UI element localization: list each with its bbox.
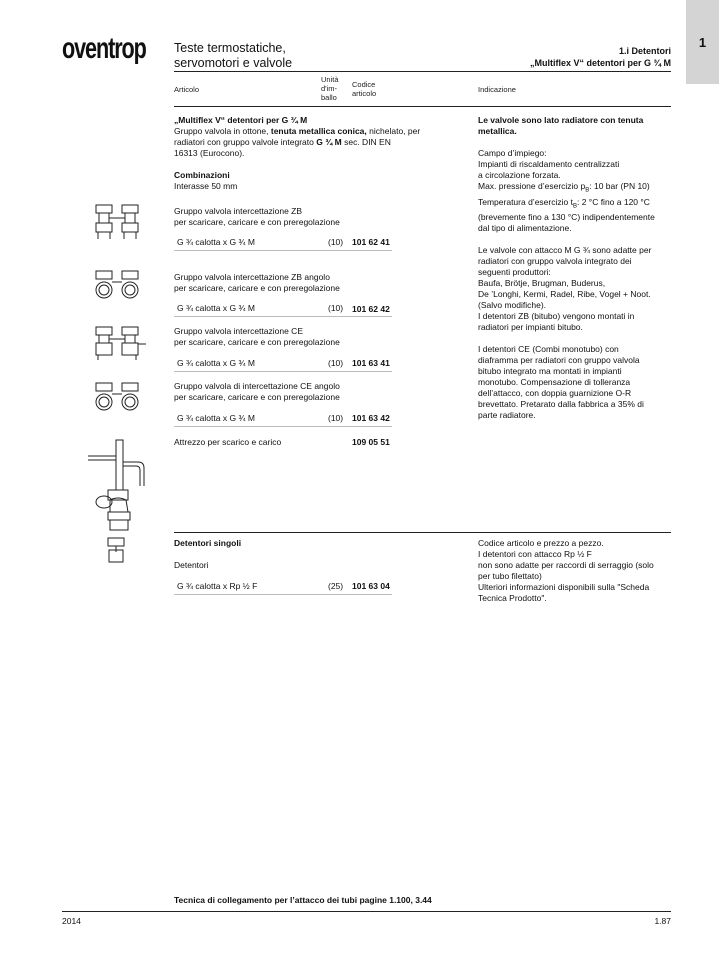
tool-code: 109 05 51 (352, 437, 390, 447)
page-title: Teste termostatiche, servomotori e valvole (174, 41, 293, 70)
col-indicazione: Indicazione (478, 85, 516, 94)
product-2-unit: (10) (328, 303, 344, 313)
product-4-code: 101 63 42 (352, 413, 390, 423)
brand-logo: oventrop (62, 32, 146, 65)
tool-label: Attrezzo per scarico e carico (174, 437, 282, 447)
section-title: 1.i Detentori „Multiflex V“ detentori per G ¾ M (529, 46, 671, 68)
product-3-desc: Gruppo valvola intercettazione CE per scaricare, caricare e con preregolazione (174, 326, 340, 347)
connection-note: Tecnica di collegamento per l’attacco dei tubi pagine 1.100, 3.44 (174, 895, 432, 905)
product-3-unit: (10) (328, 358, 344, 368)
chapter-number: 1 (698, 35, 707, 50)
footer-rule (62, 911, 671, 912)
product-2-variant: G ¾ calotta x G ¾ M (177, 303, 255, 313)
row-divider (174, 594, 392, 595)
single-sub: Detentori (174, 560, 209, 570)
page-number: 1.87 (654, 916, 671, 926)
ce-angle-valve-drawing (92, 380, 144, 416)
product-3-code: 101 63 41 (352, 358, 390, 368)
col-unita: Unità d'im- ballo (321, 75, 339, 102)
product-4-variant: G ¾ calotta x G ¾ M (177, 413, 255, 423)
product-1-unit: (10) (328, 237, 344, 247)
product-1-variant: G ¾ calotta x G ¾ M (177, 237, 255, 247)
row-divider (174, 250, 392, 251)
chapter-tab (686, 0, 719, 84)
product-2-code: 101 62 42 (352, 304, 390, 314)
intro-block: „Multiflex V“ detentori per G ¾ M Gruppo valvola in ottone, tenuta metallica conica, nichelato, per radiatori con gruppo valvole integrato G ¾ M sec. DIN EN 16313 (Eurocono). Combinazioni Interasse 50 mm (174, 115, 421, 191)
product-2-desc: Gruppo valvola intercettazione ZB angolo per scaricare, caricare e con preregolazione (174, 272, 340, 293)
indicazione-block: Le valvole sono lato radiatore con tenuta metallica. Campo d’impiego: Impianti di riscaldamento centralizzati a circolazione forzata. Max. pressione d’esercizio $p_B$: 10 bar (PN 10) Temperatura d’esercizio $t_B$: 2 °C fino a 120 °C (brevemente fino a 130 °C) indipendentemente dal tipo di alimentazione. Le valvole con attacco M G ¾ sono adatte per radiatori con gruppo valvola integrato dei seguenti produttori: Baufa, Brötje, Brugman, Buderus, De ’Longhi, Kermi, Radel, Ribe, Vogel + Noot. (Salvo modifiche). I detentori ZB (bitubo) vengono montati in radiatori per impianti bitubo. I detentori CE (Combi monotubo) con diaframma per radiatori con gruppo valvola bitubo integrato ma montati in impianti monotubo. Compensazione di tolleranza dell’attacco, con doppia guarnizione O-R brevettato. Pretarato dalla fabbrica a 35% di parte radiatore. (478, 115, 655, 421)
product-1-code: 101 62 41 (352, 237, 390, 247)
single-variant: G ¾ calotta x Rp ½ F (177, 581, 258, 591)
single-detentore-drawing (106, 536, 128, 564)
row-divider (174, 316, 392, 317)
indicazione-single-block: Codice articolo e prezzo a pezzo. I detentori con attacco Rp ½ F non sono adatte per raccordi di serraggio (solo per tubo filettato) Ulteriori informazioni disponibili sulla "Scheda Tecnica Prodotto". (478, 538, 654, 603)
row-divider (174, 371, 392, 372)
product-1-desc: Gruppo valvola intercettazione ZB per scaricare, caricare e con preregolazione (174, 206, 340, 227)
drain-fill-tool-drawing (86, 436, 156, 534)
zb-angle-valve-drawing (92, 268, 144, 304)
single-code: 101 63 04 (352, 581, 390, 591)
single-unit: (25) (328, 581, 344, 591)
header-rule (174, 71, 671, 72)
product-4-unit: (10) (328, 413, 344, 423)
ce-straight-valve-drawing (92, 324, 148, 362)
zb-straight-valve-drawing (92, 202, 144, 244)
single-title: Detentori singoli (174, 538, 242, 548)
product-3-variant: G ¾ calotta x G ¾ M (177, 358, 255, 368)
product-4-desc: Gruppo valvola di intercettazione CE angolo per scaricare, caricare e con preregolazione (174, 381, 340, 402)
footer-year: 2014 (62, 916, 81, 926)
col-articolo: Articolo (174, 85, 200, 94)
row-divider (174, 426, 392, 427)
table-header-rule (174, 106, 671, 107)
section-rule (174, 532, 671, 533)
col-codice: Codice articolo (352, 80, 377, 98)
